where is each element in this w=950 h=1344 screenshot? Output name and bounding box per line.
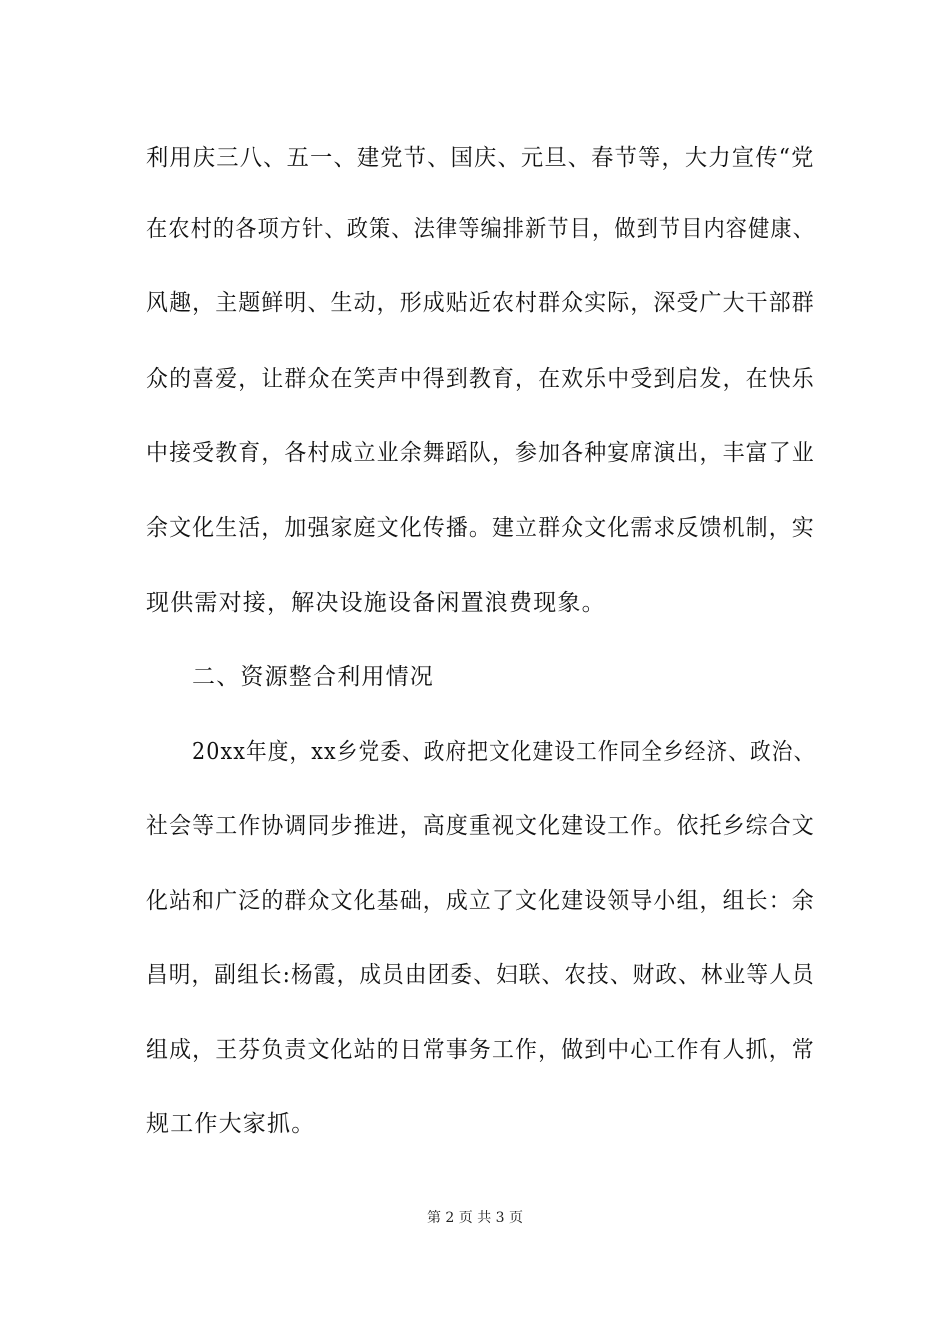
body-line-1: 利用庆三八、五一、建党节、国庆、元旦、春节等，大力宣传“党: [146, 145, 815, 171]
body-line-9: 20xx年度，xx乡党委、政府把文化建设工作同全乡经济、政治、: [192, 739, 816, 765]
body-line-3: 风趣，主题鲜明、生动，形成贴近农村群众实际，深受广大干部群: [146, 290, 815, 316]
body-line-4: 众的喜爱，让群众在笑声中得到教育，在欢乐中受到启发，在快乐: [146, 366, 815, 392]
body-line-10: 社会等工作协调同步推进，高度重视文化建设工作。依托乡综合文: [146, 813, 815, 839]
page-number-footer: 第 2 页 共 3 页: [426, 1210, 524, 1226]
body-line-6: 余文化生活，加强家庭文化传播。建立群众文化需求反馈机制，实: [146, 515, 815, 541]
body-line-11: 化站和广泛的群众文化基础，成立了文化建设领导小组，组长：余: [146, 888, 815, 914]
body-line-5: 中接受教育，各村成立业余舞蹈队，参加各种宴席演出，丰富了业: [146, 440, 815, 466]
body-line-12: 昌明，副组长:杨霞，成员由团委、妇联、农技、财政、林业等人员: [146, 962, 815, 988]
section-heading: 二、资源整合利用情况: [192, 664, 434, 690]
body-line-2: 在农村的各项方针、政策、法律等编排新节目，做到节目内容健康、: [146, 216, 816, 242]
body-line-13: 组成，王芬负责文化站的日常事务工作，做到中心工作有人抓，常: [146, 1037, 815, 1063]
body-line-7: 现供需对接，解决设施设备闲置浪费现象。: [146, 590, 606, 616]
body-line-14: 规工作大家抓。: [146, 1111, 316, 1137]
